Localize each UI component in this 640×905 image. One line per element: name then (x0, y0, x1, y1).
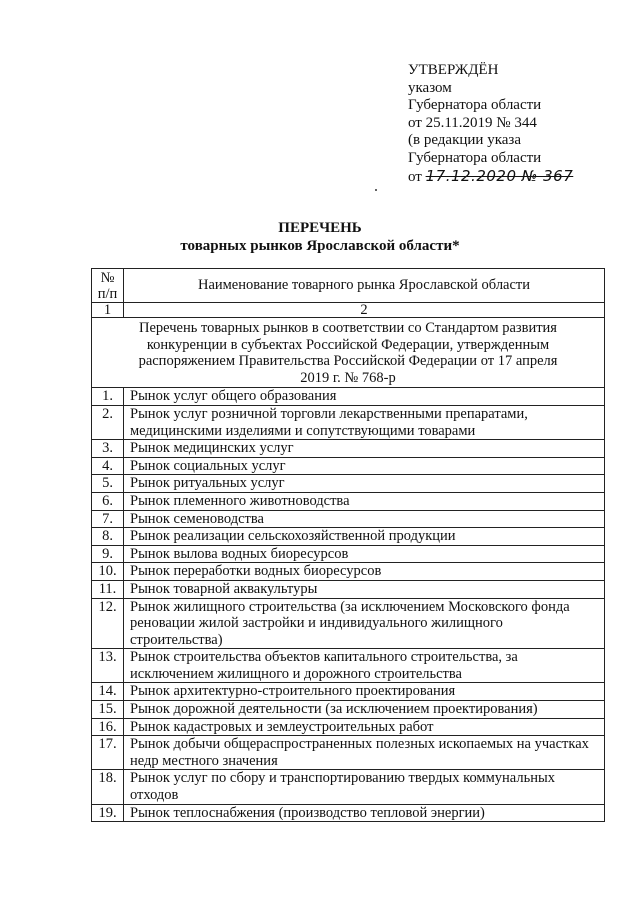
row-market-name: Рынок товарной аквакультуры (124, 580, 605, 598)
table-row (92, 598, 605, 649)
row-market-name: Рынок реализации сельскохозяйственной продукции (124, 528, 605, 546)
approval-line: УТВЕРЖДЁН (408, 62, 499, 78)
table-row (92, 580, 605, 598)
row-market-name: Рынок добычи общераспространенных полезных ископаемых на участках недр местного значения (124, 736, 605, 770)
row-market-name: Рынок переработки водных биоресурсов (124, 563, 605, 581)
row-number: 9. (92, 545, 124, 563)
document-title: ПЕРЕЧЕНЬ (278, 220, 362, 236)
table-row (92, 804, 605, 822)
approval-line: Губернатора области (408, 97, 542, 114)
table-row (92, 492, 605, 510)
row-number: 13. (92, 649, 124, 683)
column-number-1: 1 (92, 303, 124, 318)
row-number: 5. (92, 475, 124, 493)
row-market-name: Рынок жилищного строительства (за исключением Московского фонда реновации жилой застройки и индивидуального жилищного строительства) (124, 598, 605, 649)
row-market-name: Рынок социальных услуг (124, 457, 605, 475)
row-market-name: Рынок дорожной деятельности (за исключением проектирования) (124, 701, 605, 719)
row-number: 12. (92, 598, 124, 649)
row-number: 11. (92, 580, 124, 598)
ink-dot (375, 189, 377, 191)
row-number: 14. (92, 683, 124, 701)
table-row (92, 457, 605, 475)
header-name-cell: Наименование товарного рынка Ярославской области (124, 269, 605, 303)
row-market-name: Рынок теплоснабжения (производство тепловой энергии) (124, 804, 605, 822)
table-row (92, 528, 605, 546)
row-market-name: Рынок медицинских услуг (124, 440, 605, 458)
row-market-name: Рынок семеноводства (124, 510, 605, 528)
table-row (92, 770, 605, 804)
row-market-name: Рынок кадастровых и землеустроительных работ (124, 718, 605, 736)
row-market-name: Рынок ритуальных услуг (124, 475, 605, 493)
table-row (92, 510, 605, 528)
table-header-row (92, 269, 605, 303)
row-number: 15. (92, 701, 124, 719)
section-row (92, 318, 605, 388)
table-row (92, 405, 605, 439)
row-number: 1. (92, 388, 124, 406)
row-market-name: Рынок услуг общего образования (124, 388, 605, 406)
row-market-name: Рынок вылова водных биоресурсов (124, 545, 605, 563)
document-subtitle: товарных рынков Ярославской области* (180, 238, 460, 254)
column-number-row (92, 303, 605, 318)
table-row (92, 440, 605, 458)
handwritten-date-number: 17.12.2020 № 367 (425, 166, 574, 185)
approval-line-last (408, 168, 573, 187)
table-row (92, 718, 605, 736)
table-row (92, 649, 605, 683)
row-number: 3. (92, 440, 124, 458)
row-market-name: Рынок услуг розничной торговли лекарственными препаратами, медицинскими изделиями и сопутствующими товарами (124, 405, 605, 439)
table-row (92, 701, 605, 719)
approval-block (408, 62, 573, 186)
column-number-2: 2 (124, 303, 605, 318)
row-number: 8. (92, 528, 124, 546)
row-number: 2. (92, 405, 124, 439)
row-number: 18. (92, 770, 124, 804)
row-market-name: Рынок строительства объектов капитального строительства, за исключением жилищного и дорожного строительства (124, 649, 605, 683)
row-number: 17. (92, 736, 124, 770)
header-num-cell: № п/п (92, 269, 124, 303)
row-number: 10. (92, 563, 124, 581)
table-row (92, 736, 605, 770)
table-row (92, 388, 605, 406)
row-number: 4. (92, 457, 124, 475)
approval-line: от 25.11.2019 № 344 (408, 114, 537, 131)
row-number: 7. (92, 510, 124, 528)
markets-table (91, 268, 605, 822)
approval-line: Губернатора области (408, 149, 542, 166)
table-row (92, 563, 605, 581)
row-number: 19. (92, 804, 124, 822)
table-row (92, 475, 605, 493)
row-market-name: Рынок племенного животноводства (124, 492, 605, 510)
section-heading: Перечень товарных рынков в соответствии со Стандартом развития конкуренции в субъектах Российской Федерации, утвержденным распоряжением Правительства Российской Федерации от 17 апреля 2019 г. № 768-р (92, 318, 605, 388)
row-market-name: Рынок услуг по сбору и транспортированию твердых коммунальных отходов (124, 770, 605, 804)
row-number: 16. (92, 718, 124, 736)
table-row (92, 545, 605, 563)
row-market-name: Рынок архитектурно-строительного проектирования (124, 683, 605, 701)
approval-line: (в редакции указа (408, 132, 521, 149)
approval-line: указом (408, 79, 452, 96)
row-number: 6. (92, 492, 124, 510)
table-row (92, 683, 605, 701)
approval-prefix: от (408, 168, 422, 185)
